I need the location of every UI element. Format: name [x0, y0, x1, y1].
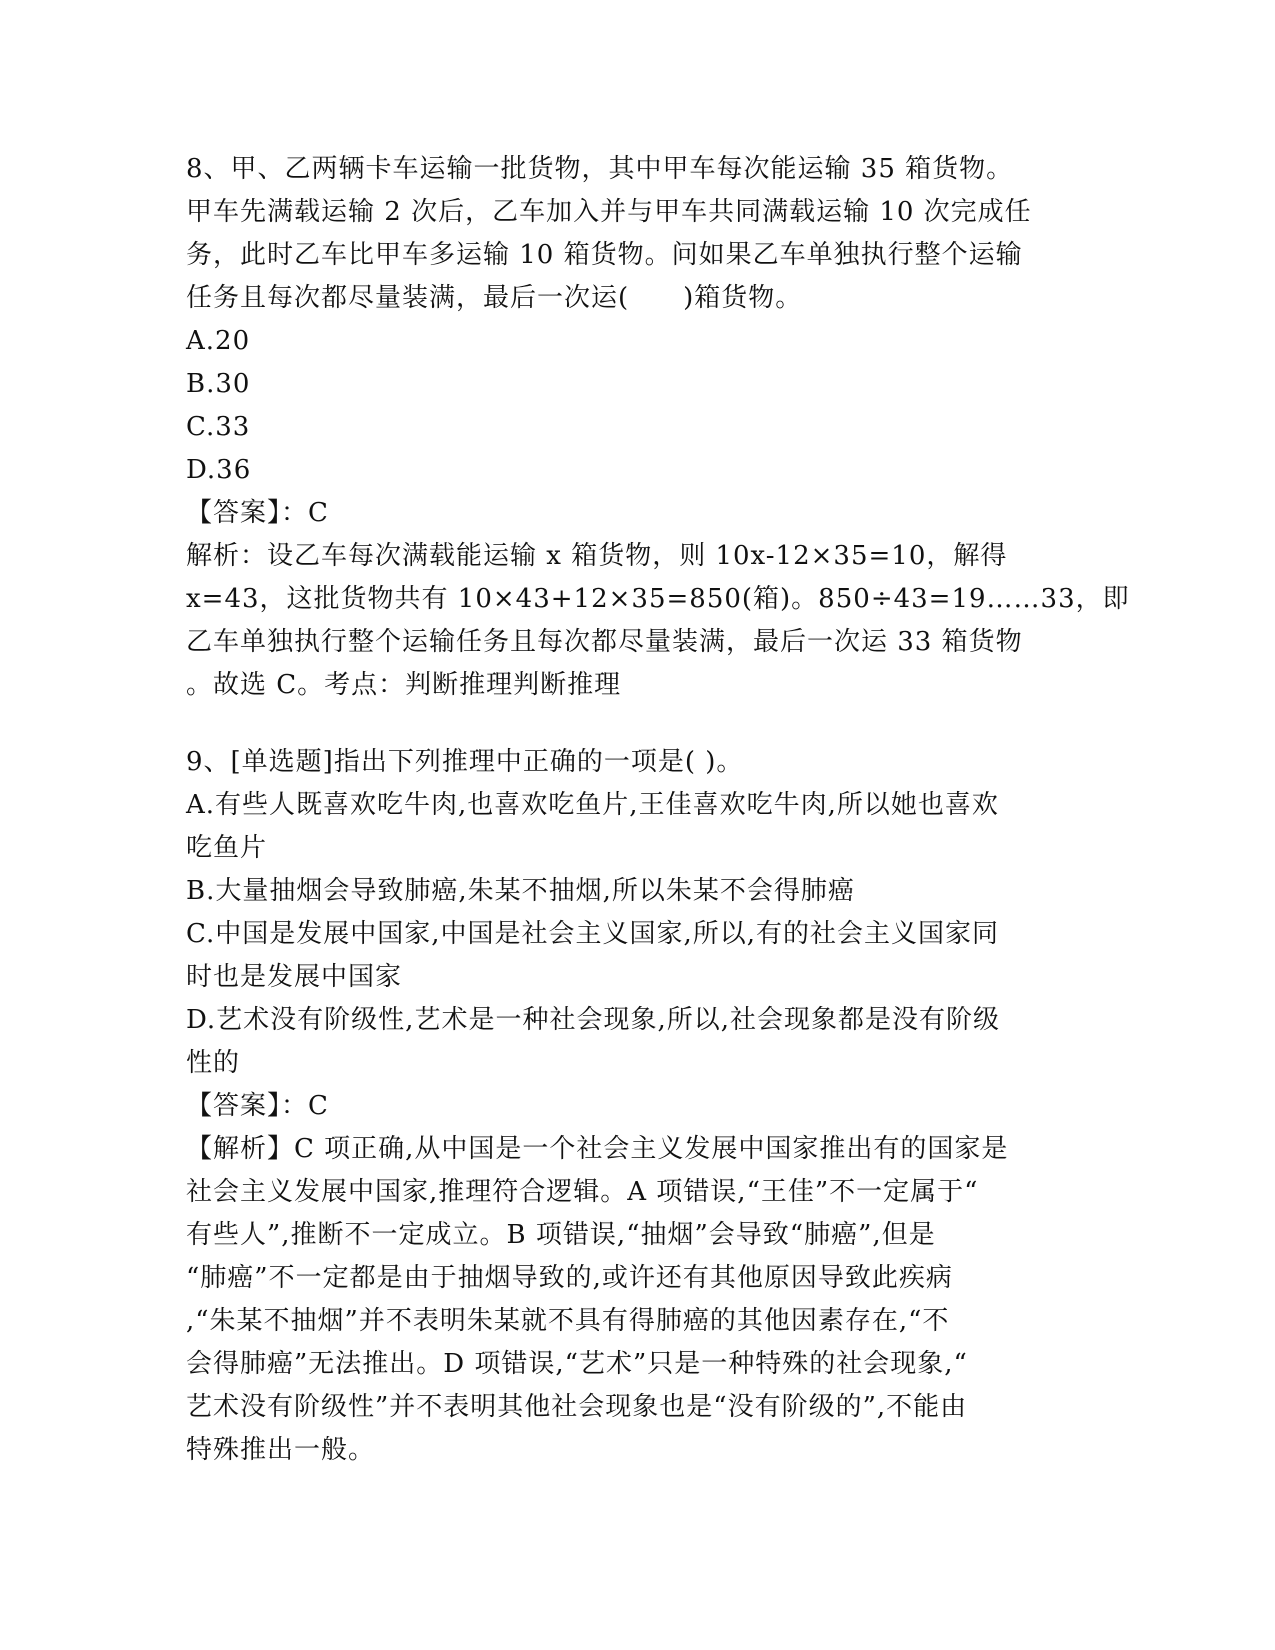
question-9	[186, 741, 1082, 1472]
question-8-stem-line-4: 任务且每次都尽量装满，最后一次运( )箱货物。	[186, 283, 803, 313]
question-8-option-b: B.30	[186, 369, 251, 399]
question-8-answer: 【答案】：C	[186, 498, 329, 528]
question-9-option-line-4: C.中国是发展中国家,中国是社会主义国家,所以,有的社会主义国家同	[186, 919, 1000, 949]
question-9-analysis-line-6: 会得肺癌”无法推出。D 项错误,“艺术”只是一种特殊的社会现象,“	[186, 1349, 968, 1379]
question-9-answer: 【答案】：C	[186, 1091, 329, 1121]
question-9-analysis-line-7: 艺术没有阶级性”并不表明其他社会现象也是“没有阶级的”,不能由	[186, 1392, 968, 1422]
question-8-analysis-line-1: 解析：设乙车每次满载能运输 x 箱货物，则 10x-12×35=10，解得	[186, 541, 1008, 571]
question-8-stem-line-1: 8、甲、乙两辆卡车运输一批货物，其中甲车每次能运输 35 箱货物。	[186, 154, 1014, 184]
question-8-analysis-line-3: 乙车单独执行整个运输任务且每次都尽量装满，最后一次运 33 箱货物	[186, 627, 1023, 657]
question-8-option-c: C.33	[186, 412, 251, 442]
question-8-option-d: D.36	[186, 455, 252, 485]
question-8-stem-line-2: 甲车先满载运输 2 次后，乙车加入并与甲车共同满载运输 10 次完成任	[186, 197, 1032, 227]
question-9-analysis-line-3: 有些人”,推断不一定成立。B 项错误,“抽烟”会导致“肺癌”,但是	[186, 1220, 936, 1250]
question-9-analysis-line-2: 社会主义发展中国家,推理符合逻辑。A 项错误,“王佳”不一定属于“	[186, 1177, 979, 1207]
question-spacer	[186, 707, 1082, 741]
document-page	[186, 148, 1130, 1472]
question-8-analysis-line-4: 。故选 C。考点：判断推理判断推理	[186, 670, 622, 700]
question-9-option-line-3: B.大量抽烟会导致肺癌,朱某不抽烟,所以朱某不会得肺癌	[186, 876, 855, 906]
question-9-option-line-6: D.艺术没有阶级性,艺术是一种社会现象,所以,社会现象都是没有阶级	[186, 1005, 1000, 1035]
question-9-option-line-5: 时也是发展中国家	[186, 962, 403, 992]
question-8-option-a: A.20	[186, 326, 251, 356]
question-9-analysis-line-1: 【解析】C 项正确,从中国是一个社会主义发展中国家推出有的国家是	[186, 1134, 1009, 1164]
question-9-stem-line-1: 9、[单选题]指出下列推理中正确的一项是( )。	[186, 747, 744, 777]
question-8-stem-line-3: 务，此时乙车比甲车多运输 10 箱货物。问如果乙车单独执行整个运输	[186, 240, 1023, 270]
question-9-analysis-line-4: “肺癌”不一定都是由于抽烟导致的,或许还有其他原因导致此疾病	[186, 1263, 953, 1293]
question-9-analysis-line-5: ,“朱某不抽烟”并不表明朱某就不具有得肺癌的其他因素存在,“不	[186, 1306, 950, 1336]
question-9-analysis-line-8: 特殊推出一般。	[186, 1435, 376, 1465]
question-9-option-line-2: 吃鱼片	[186, 833, 268, 863]
question-9-option-line-7: 性的	[186, 1048, 241, 1078]
question-8-analysis-line-2: x=43，这批货物共有 10×43+12×35=850(箱)。850÷43=19……33，即	[186, 584, 1130, 614]
question-9-option-line-1: A.有些人既喜欢吃牛肉,也喜欢吃鱼片,王佳喜欢吃牛肉,所以她也喜欢	[186, 790, 999, 820]
question-8	[186, 148, 1130, 707]
